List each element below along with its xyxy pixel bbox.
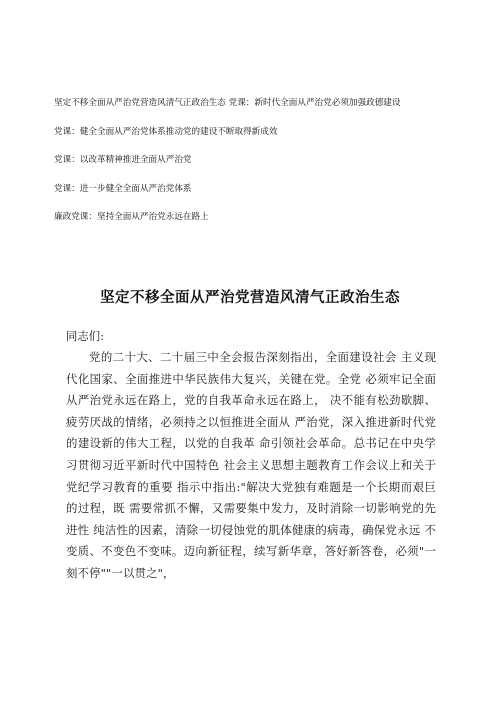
toc-item: 坚定不移全面从严治党营造风清气正政治生态 党课：新时代全面从严治党必须加强政德建设 [54,98,401,108]
table-of-contents [54,97,474,240]
body-paragraph: 党的二十大、二十届三中全会报告深刻指出，全面建设社会 主义现代化国家、全面推进中华民族伟大复兴，关键在党。全党 必须牢记全面从严治党永远在路上，党的自我革命永远在路上， 决不能有松劲歇脚、疲劳厌战的情绪，必须持之以恒推进全面从 严治党，深入推进新时代党的建设新的伟大工程，以党的自我革 命引领社会革命。总书记在中央学习贯彻习近平新时代中国特色 社会主义思想主题教育工作会议上和关于党纪学习教育的重要 指示中指出:"解决大党独有难题是一个长期而艰巨的过程，既 需要常抓不懈，又需要集中发力，及时消除一切影响党的先进性 纯洁性的因素，清除一切侵蚀党的肌体健康的病毒，确保党永远 不变质、不变色不变味。迈向新征程，续写新华章，答好新答卷，必须"一刻不停""一以贯之"， [66,350,436,580]
toc-item: 党课：健全全面从严治党体系推动党的建设不断取得新成效 [54,126,278,137]
toc-item: 党课：进一步健全全面从严治党体系 [54,183,192,194]
toc-item: 廉政党课：坚持全面从严治党永远在路上 [54,212,209,223]
toc-item: 党课：以改革精神推进全面从严治党 [54,155,192,166]
document-body [66,325,436,585]
salutation: 同志们: [66,329,105,343]
document-title: 坚定不移全面从严治党营造风清气正政治生态 [100,290,400,306]
